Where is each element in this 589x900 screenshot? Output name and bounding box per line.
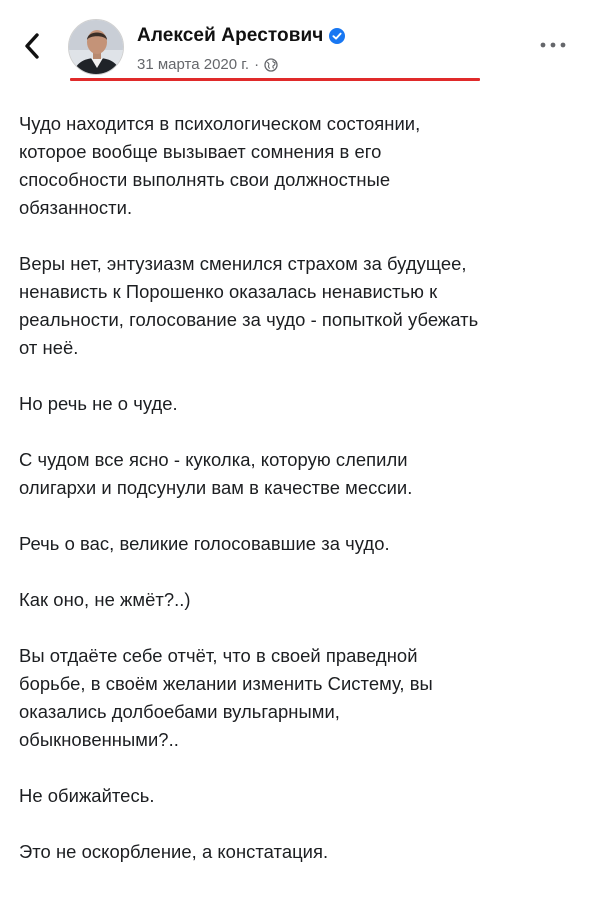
post-paragraph: Речь о вас, великие голосовавшие за чудо. — [19, 533, 390, 554]
post-date[interactable]: 31 марта 2020 г. — [137, 56, 250, 73]
post-paragraph: Как оно, не жмёт?..) — [19, 589, 191, 610]
post-paragraph: Чудо находится в психологическом состоянии, которое вообще вызывает сомнения в его способности выполнять свои должностные обязанности. — [19, 113, 421, 218]
post-header — [0, 0, 589, 90]
highlight-underline — [70, 78, 480, 81]
post-paragraph: Но речь не о чуде. — [19, 393, 178, 414]
meta-separator: · — [254, 56, 260, 73]
more-dots-icon — [540, 42, 566, 48]
post-paragraph: С чудом все ясно - куколка, которую слепили олигархи и подсунули вам в качестве мессии. — [19, 449, 413, 498]
profile-photo — [69, 20, 124, 75]
back-button[interactable] — [18, 30, 46, 62]
chevron-left-icon — [24, 33, 40, 59]
post-meta — [137, 56, 278, 73]
post-text — [19, 110, 579, 894]
verified-badge-icon — [329, 28, 345, 44]
post-paragraph: Это не оскорбление, а констатация. — [19, 841, 329, 862]
post-paragraph: Вы отдаёте себе отчёт, что в своей праведной борьбе, в своём желании изменить Систему, вы оказались долбоебами вульгарными, обыкновенными?.. — [19, 645, 433, 750]
author-row — [137, 25, 345, 47]
author-name[interactable]: Алексей Арестович — [137, 25, 324, 46]
post-paragraph: Веры нет, энтузиазм сменился страхом за будущее, ненависть к Порошенко оказалась ненавистью к реальности, голосование за чудо - попыткой убежать от неё. — [19, 253, 479, 358]
avatar[interactable] — [68, 19, 124, 75]
more-options-button[interactable] — [538, 38, 568, 52]
globe-icon — [264, 58, 278, 72]
post-paragraph: Не обижайтесь. — [19, 785, 155, 806]
